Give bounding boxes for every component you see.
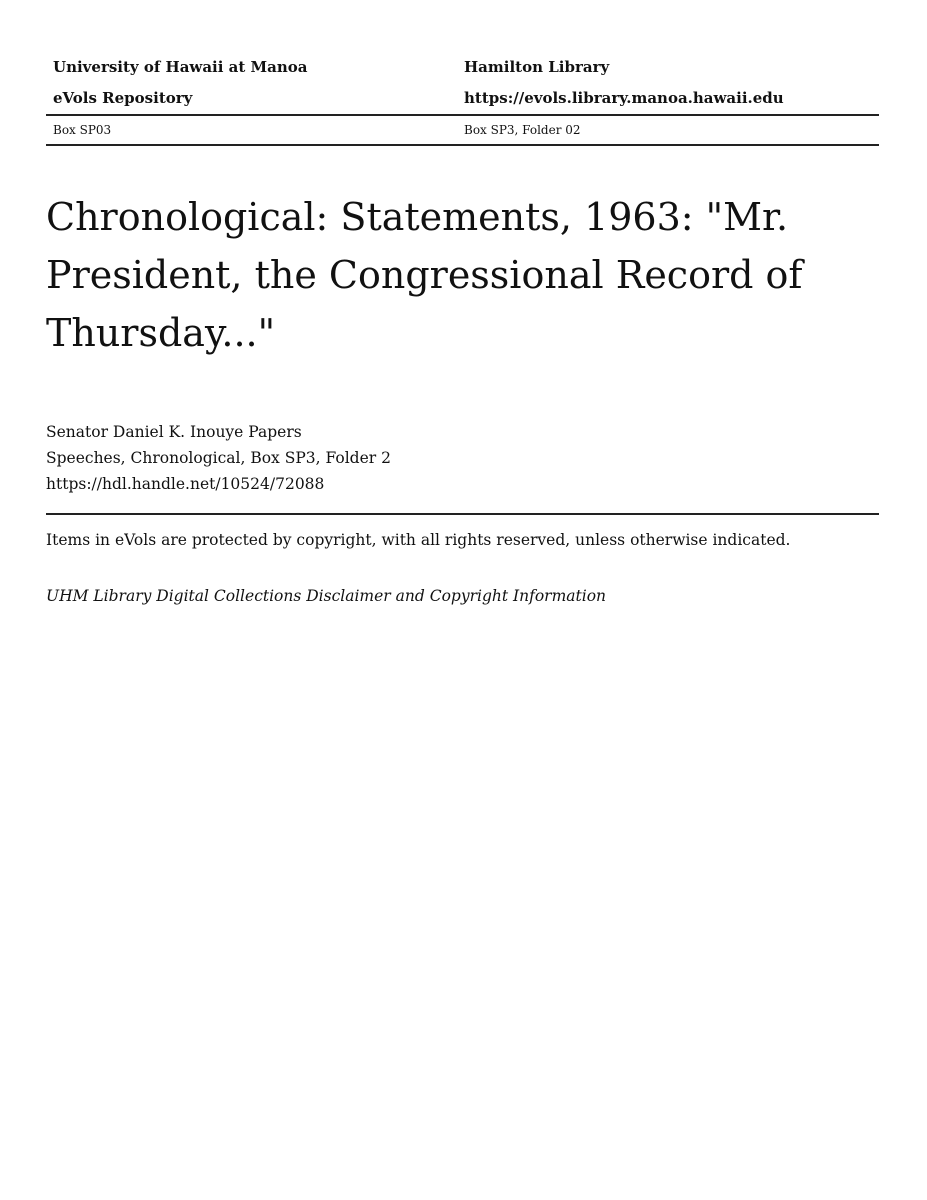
library-name: Hamilton Library (464, 58, 610, 76)
copyright-notice: Items in eVols are protected by copyright, with all rights reserved, unless otherwise indicated. (46, 531, 791, 549)
disclaimer-link[interactable]: UHM Library Digital Collections Disclaimer and Copyright Information (46, 587, 607, 605)
section-divider (46, 513, 879, 515)
box-label: Box SP03 (53, 123, 112, 137)
series-info: Speeches, Chronological, Box SP3, Folder 2 (46, 449, 391, 467)
header-row-1 (46, 52, 879, 83)
repository-url[interactable]: https://evols.library.manoa.hawaii.edu (464, 89, 784, 107)
document-header (46, 52, 879, 146)
collection-name: Senator Daniel K. Inouye Papers (46, 423, 302, 441)
institution-name: University of Hawaii at Manoa (53, 58, 308, 76)
box-folder-label: Box SP3, Folder 02 (464, 123, 581, 137)
document-title: Chronological: Statements, 1963: "Mr. President, the Congressional Record of Thursday..." (46, 195, 803, 355)
header-row-2 (46, 83, 879, 114)
header-rule-bottom (46, 144, 879, 146)
handle-link[interactable]: https://hdl.handle.net/10524/72088 (46, 475, 325, 493)
header-row-3 (46, 116, 879, 144)
metadata-block (46, 419, 391, 497)
repository-name: eVols Repository (53, 89, 193, 107)
